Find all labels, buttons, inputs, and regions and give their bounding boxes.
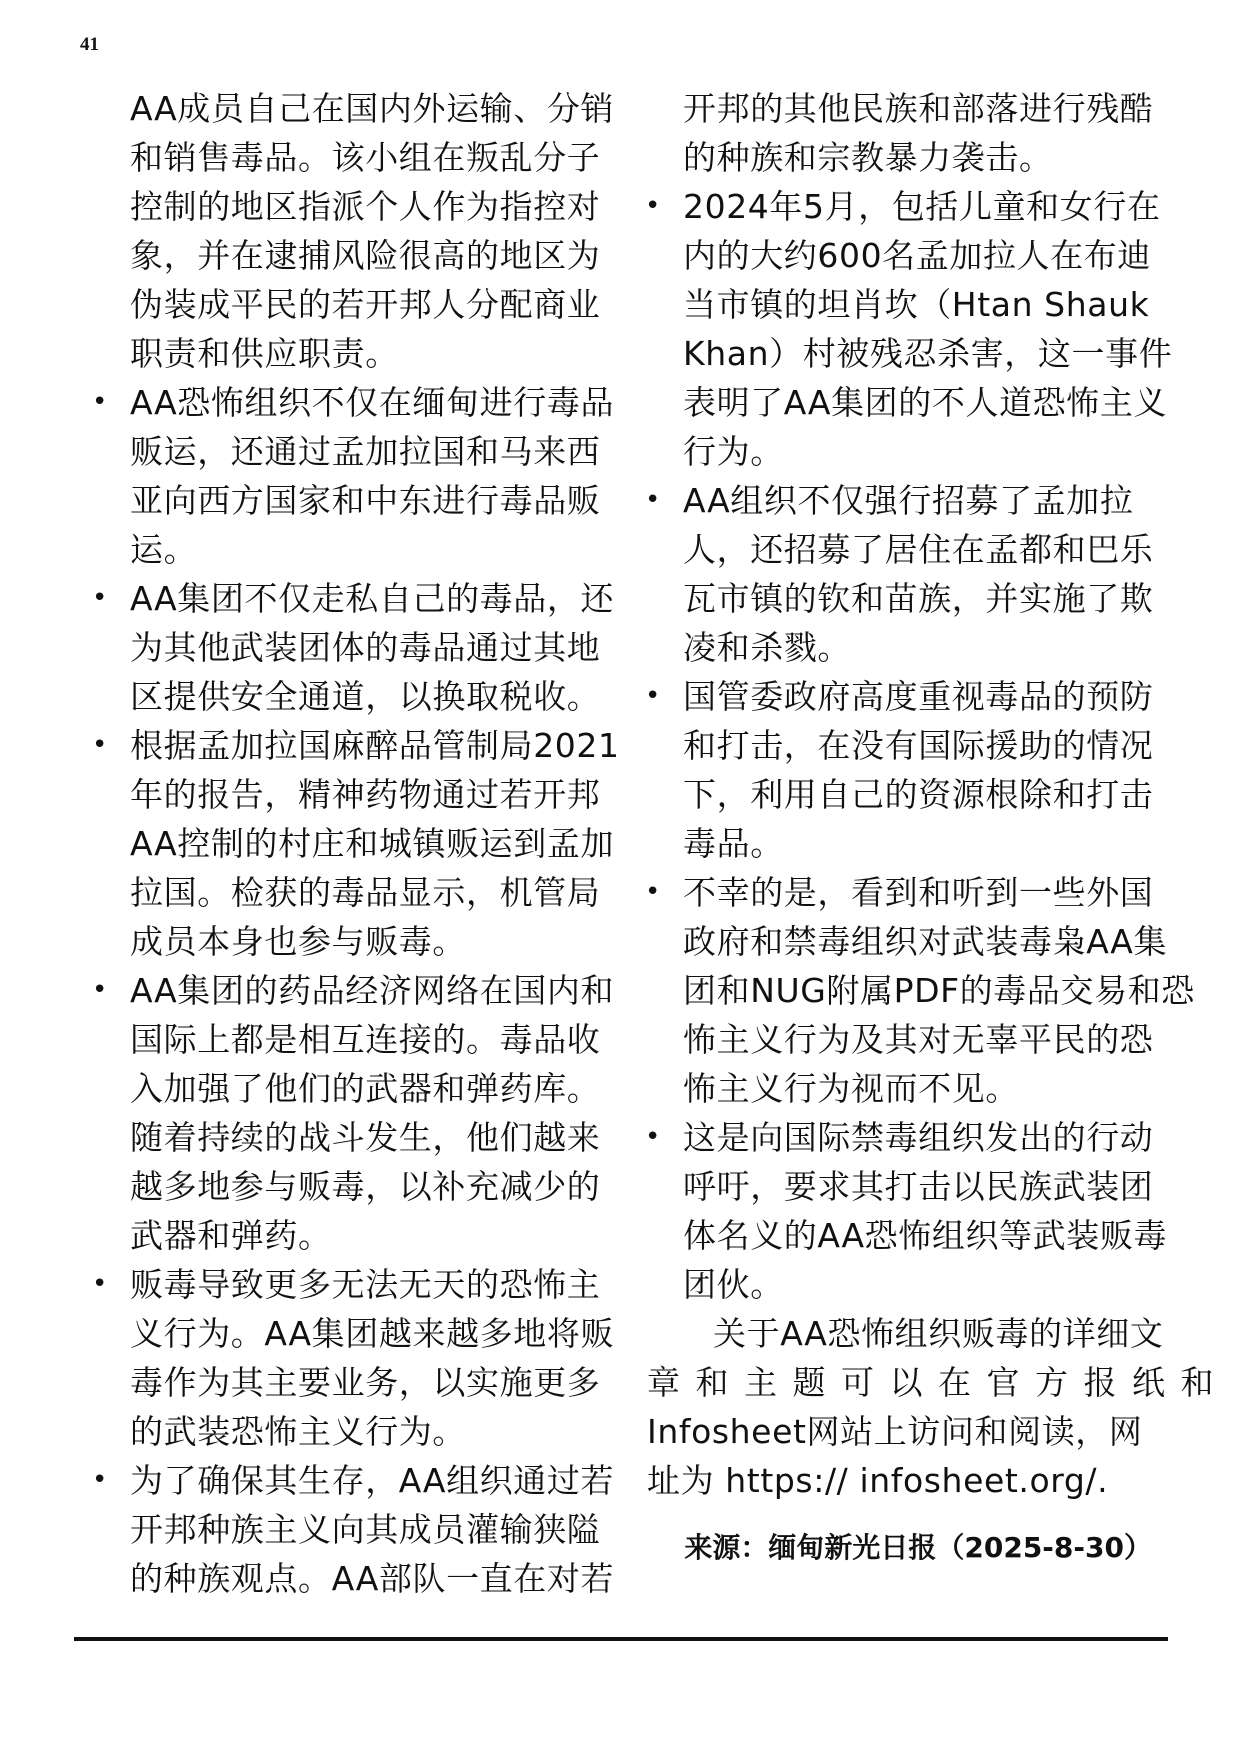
bullet-item-line: • 不幸的是，看到和听到一些外国 <box>683 868 1151 917</box>
left-column <box>130 84 620 1603</box>
text-line: 拉国。检获的毒品显示，机管局 <box>130 873 601 912</box>
text-line: Infosheet网站上访问和阅读，网 <box>647 1412 1143 1451</box>
text-line: 政府和禁毒组织对武装毒枭AA集 <box>683 922 1168 961</box>
bottom-divider <box>74 1637 1168 1641</box>
text-line: 随着持续的战斗发生，他们越来 <box>130 1118 601 1157</box>
text-line: 控制的地区指派个人作为指控对 <box>130 187 601 226</box>
text-line: 的武装恐怖主义行为。 <box>130 1412 466 1451</box>
text-line: 内的大约600名孟加拉人在布迪 <box>683 236 1151 275</box>
text-line: 越多地参与贩毒，以补充减少的 <box>130 1167 601 1206</box>
text-line: 凌和杀戮。 <box>683 628 851 667</box>
text-line: 人，还招募了居住在孟都和巴乐 <box>683 530 1154 569</box>
bullet-item-line: • AA恐怖组织不仅在缅甸进行毒品 <box>130 378 598 427</box>
bullet-item-line: • 贩毒导致更多无法无天的恐怖主 <box>130 1260 598 1309</box>
text-line: 行为。 <box>683 432 784 471</box>
text-line: 运。 <box>130 530 198 569</box>
text-line: 职责和供应职责。 <box>130 334 399 373</box>
text-line: 瓦市镇的钦和苗族，并实施了欺 <box>683 579 1154 618</box>
text-line: 贩运，还通过孟加拉国和马来西 <box>130 432 601 471</box>
text-line: 怖主义行为视而不见。 <box>683 1069 1019 1108</box>
text-line: 下，利用自己的资源根除和打击 <box>683 775 1154 814</box>
bullet-item-line: • 为了确保其生存，AA组织通过若 <box>130 1456 598 1505</box>
bullet-item-line: • AA集团的药品经济网络在国内和 <box>130 966 598 1015</box>
text-line: 体名义的AA恐怖组织等武装贩毒 <box>683 1216 1168 1255</box>
text-line: 当市镇的坦肖坎（Htan Shauk <box>683 285 1150 324</box>
right-column <box>647 84 1229 1505</box>
bullet-item-line: • 国管委政府高度重视毒品的预防 <box>683 672 1151 721</box>
text-line: 亚向西方国家和中东进行毒品贩 <box>130 481 601 520</box>
text-line: 关于AA恐怖组织贩毒的详细文 <box>713 1314 1164 1353</box>
bullet-item-line: • 2024年5月，包括儿童和女行在 <box>683 182 1151 231</box>
text-line: 团和NUG附属PDF的毒品交易和恐 <box>683 971 1195 1010</box>
bullet-item-line: • AA集团不仅走私自己的毒品，还 <box>130 574 598 623</box>
text-line: 为其他武装团体的毒品通过其地 <box>130 628 601 667</box>
text-line: 伪装成平民的若开邦人分配商业 <box>130 285 601 324</box>
text-line: 毒品。 <box>683 824 784 863</box>
text-line: 呼吁，要求其打击以民族武装团 <box>683 1167 1154 1206</box>
source-citation: 来源：缅甸新光日报（2025-8-30） <box>684 1531 1152 1564</box>
text-line: 开邦的其他民族和部落进行残酷 <box>683 89 1154 128</box>
text-line: 的种族和宗教暴力袭击。 <box>683 138 1053 177</box>
text-line: Khan）村被残忍杀害，这一事件 <box>683 334 1173 373</box>
text-line: 的种族观点。AA部队一直在对若 <box>130 1559 615 1598</box>
text-line: 表明了AA集团的不人道恐怖主义 <box>683 383 1168 422</box>
text-line: 开邦种族主义向其成员灌输狭隘 <box>130 1510 601 1549</box>
text-line: 区提供安全通道，以换取税收。 <box>130 677 601 716</box>
bullet-item-line: • AA组织不仅强行招募了孟加拉 <box>683 476 1151 525</box>
text-line: 团伙。 <box>683 1265 784 1304</box>
text-line: 义行为。AA集团越来越多地将贩 <box>130 1314 615 1353</box>
text-line: 成员本身也参与贩毒。 <box>130 922 466 961</box>
text-line: 章和主题可以在官方报纸和 <box>647 1363 1229 1402</box>
text-line: 入加强了他们的武器和弹药库。 <box>130 1069 601 1108</box>
text-line: 毒作为其主要业务，以实施更多 <box>130 1363 601 1402</box>
text-line: 象，并在逮捕风险很高的地区为 <box>130 236 601 275</box>
text-line: 国际上都是相互连接的。毒品收 <box>130 1020 601 1059</box>
text-line: 年的报告，精神药物通过若开邦 <box>130 775 601 814</box>
page-number: 41 <box>80 34 99 55</box>
text-line: 址为 https:// infosheet.org/. <box>647 1461 1109 1500</box>
text-line: 武器和弹药。 <box>130 1216 332 1255</box>
text-line: AA控制的村庄和城镇贩运到孟加 <box>130 824 615 863</box>
bullet-item-line: • 根据孟加拉国麻醉品管制局2021 <box>130 721 598 770</box>
bullet-item-line: • 这是向国际禁毒组织发出的行动 <box>683 1113 1151 1162</box>
text-line: 和销售毒品。该小组在叛乱分子 <box>130 138 601 177</box>
text-line: AA成员自己在国内外运输、分销 <box>130 89 615 128</box>
text-line: 和打击，在没有国际援助的情况 <box>683 726 1154 765</box>
text-line: 怖主义行为及其对无辜平民的恐 <box>683 1020 1154 1059</box>
